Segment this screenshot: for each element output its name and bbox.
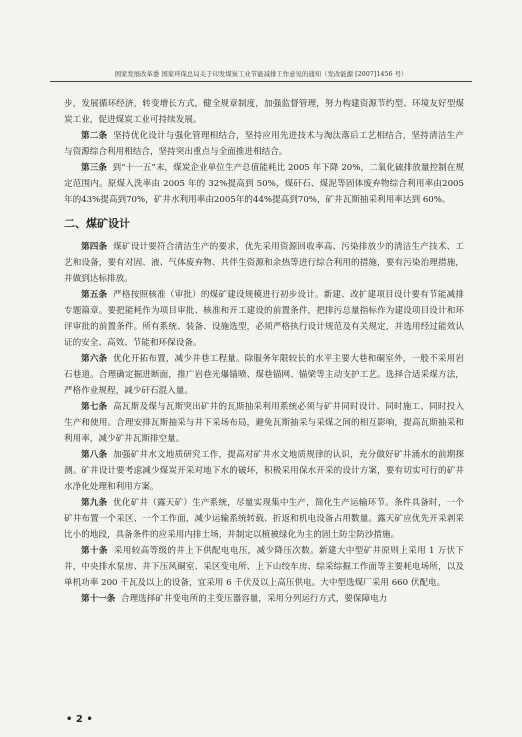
article-text: 到“十一五”末，煤炭企业单位生产总值能耗比 2005 年下降 20%，二氧化硫排放量控制在规定范围内。原煤入洗率由 2005 年的 32%提高到 50%，煤矸石、煤泥等固体废弃物综合利用率由2005年的43%提高到70%，矿井水利用率由2005年的44%提高到70%，矿井瓦斯抽采利用率达到 60%。 <box>64 163 464 205</box>
page-number: • 2 • <box>66 714 93 725</box>
article-number: 第十一条 <box>81 594 116 604</box>
article-2 <box>64 128 464 160</box>
article-4 <box>64 239 464 287</box>
article-11 <box>64 591 464 607</box>
article-text: 采用较高等级的井上下供配电电压，减少降压次数。新建大中型矿井原则上采用 1 万伏下井，中央排水泵房、井下压风硐室、采区变电所、上下山绞车房、综采综掘工作面等主要耗电场所，以及单机功率 200 千瓦及以上的设备，宜采用 6 千伏及以上高压供电。大中型选煤厂采用 660 伏配电。 <box>64 546 465 588</box>
article-text: 严格按照核准（审批）的煤矿建设规模进行初步设计。新建、改扩建项目设计要有节能减排专题篇章。要把能耗作为项目审批、核准和开工建设的前置条件，把排污总量指标作为建设项目设计和环评审批的前置条件。所有系统、装备、设施选型，必须严格执行设计规范及有关规定，并选用经过能效认证的安全、高效、节能和环保设备。 <box>64 290 464 348</box>
running-header: 国家发展改革委 国家环保总局关于印发煤炭工业节能减排工作意见的通知（发改能源 [2007]1456 号） <box>114 70 408 78</box>
article-number: 第四条 <box>81 242 108 252</box>
article-9 <box>64 495 464 543</box>
article-number: 第二条 <box>81 131 108 141</box>
article-number: 第九条 <box>81 498 108 508</box>
article-number: 第七条 <box>81 402 108 412</box>
article-text: 煤矿设计要符合清洁生产的要求，优先采用资源回收率高、污染排放少的清洁生产技术、工艺和设备，要有对固、液、气体废弃物、共伴生资源和余热等进行综合利用的措施，要有污染治理措施，并做到达标排放。 <box>64 242 464 284</box>
article-6 <box>64 351 464 399</box>
article-text: 高瓦斯及煤与瓦斯突出矿井的瓦斯抽采利用系统必须与矿井同时设计、同时施工、同时投入生产和使用。合理安排瓦斯抽采与井下采场布局，避免瓦斯抽采与采煤之间的相互影响，提高瓦斯抽采和利用率，减少矿井瓦斯排空量。 <box>64 402 464 444</box>
article-number: 第八条 <box>81 450 108 460</box>
article-text: 优化矿井（露天矿）生产系统，尽量实现集中生产，简化生产运输环节。条件具备时，一个矿井布置一个采区、一个工作面，减少运输系统转载、折返和机电设备占用数量。露天矿应优先开采剥采比小的地段，具备条件的应采用内排土场，并制定以植被绿化为主的固土防尘防沙措施。 <box>64 498 464 540</box>
paragraph-intro-continued: 步，发展循环经济，转变增长方式，健全规章制度，加强监督管理，努力构建资源节约型、环境友好型煤炭工业，促进煤炭工业可持续发展。 <box>64 99 464 125</box>
article-number: 第六条 <box>81 354 108 364</box>
article-5 <box>64 287 464 351</box>
article-text: 坚持优化设计与强化管理相结合，坚持应用先进技术与淘汰落后工艺相结合，坚持清洁生产与资源综合利用相结合，坚持突出重点与全面推进相结合。 <box>64 131 464 157</box>
header-rule <box>50 81 472 82</box>
article-text: 优化开拓布置，减少井巷工程量。除服务年限较长的水平主要大巷和硐室外，一般不采用岩石巷道。合理确定掘进断面，推广岩巷光爆锚喷、煤巷锚网、锚梁等主动支护工艺。选择合适采煤方法，严格作业规程，减少矸石混入量。 <box>64 354 464 396</box>
article-3 <box>64 160 464 208</box>
article-number: 第三条 <box>81 163 107 173</box>
section-heading: 二、煤矿设计 <box>64 217 130 230</box>
article-text: 合理选择矿井变电所的主变压器容量，采用分列运行方式，要保障电力 <box>120 594 388 604</box>
document-body <box>64 96 464 607</box>
article-text: 加强矿井水文地质研究工作，提高对矿井水文地质规律的认识，充分做好矿井涌水的前期探测。矿井设计要考虑减少煤炭开采对地下水的破坏，积极采用保水开采的设计方案，要有切实可行的矿井水净化处理和利用方案。 <box>64 450 464 492</box>
article-number: 第五条 <box>81 290 108 300</box>
article-7 <box>64 399 464 447</box>
article-8 <box>64 447 464 495</box>
article-10 <box>64 543 464 591</box>
article-number: 第十条 <box>81 546 108 556</box>
